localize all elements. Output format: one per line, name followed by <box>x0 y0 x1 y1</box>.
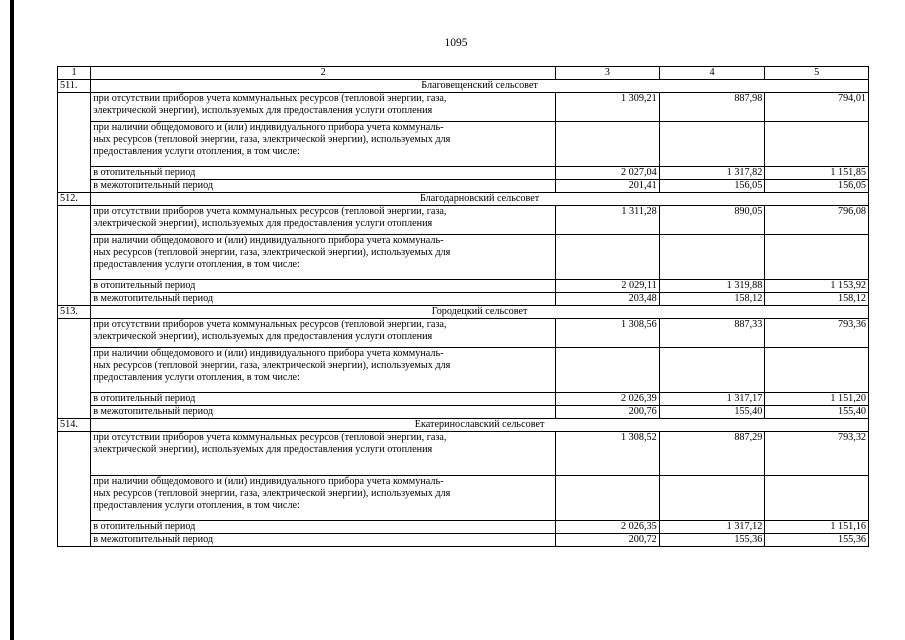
text-line: при отсутствии приборов учета коммунальных ресурсов (тепловой энергии, газа, <box>93 206 447 217</box>
header-col-5: 5 <box>765 67 869 80</box>
value-cell: 794,01 <box>765 93 869 122</box>
text-line: при наличии общедомового и (или) индивидуального прибора учета коммуналь- <box>93 122 444 133</box>
section-number: 513. <box>58 306 91 319</box>
table-row <box>58 432 869 476</box>
value-cell: 793,36 <box>765 319 869 348</box>
text-line: при наличии общедомового и (или) индивидуального прибора учета коммуналь- <box>93 235 444 246</box>
value-cell: 2 029,11 <box>556 280 660 293</box>
section-number: 512. <box>58 193 91 206</box>
table-row <box>58 235 869 280</box>
period-label: в межотопительный период <box>91 534 556 547</box>
period-label: в отопительный период <box>91 521 556 534</box>
header-col-3: 3 <box>556 67 660 80</box>
value-cell: 201,41 <box>556 180 660 193</box>
value-cell: 200,76 <box>556 406 660 419</box>
empty-value-cell <box>556 348 660 393</box>
text-line: электрической энергии), используемых для предоставления услуги отопления <box>93 105 433 116</box>
section-row <box>58 419 869 432</box>
value-cell: 1 151,20 <box>765 393 869 406</box>
value-cell: 2 026,39 <box>556 393 660 406</box>
period-label: в межотопительный период <box>91 293 556 306</box>
value-cell: 890,05 <box>659 206 765 235</box>
row-label <box>91 206 556 235</box>
text-line: при отсутствии приборов учета коммунальных ресурсов (тепловой энергии, газа, <box>93 432 447 443</box>
table-row <box>58 280 869 293</box>
text-line: электрической энергии), используемых для предоставления услуги отопления <box>93 218 433 229</box>
section-name: Благовещенский сельсовет <box>91 80 869 93</box>
empty-value-cell <box>765 348 869 393</box>
section-number: 514. <box>58 419 91 432</box>
table-row <box>58 293 869 306</box>
value-cell: 203,48 <box>556 293 660 306</box>
empty-value-cell <box>556 122 660 167</box>
header-col-1: 1 <box>58 67 91 80</box>
value-cell: 1 319,88 <box>659 280 765 293</box>
row-label <box>91 432 556 476</box>
text-line: ных ресурсов (тепловой энергии, газа, электрической энергии), используемых для <box>93 488 451 499</box>
table-row <box>58 122 869 167</box>
empty-value-cell <box>765 122 869 167</box>
empty-value-cell <box>659 476 765 521</box>
table-row <box>58 206 869 235</box>
row-label <box>91 93 556 122</box>
value-cell: 887,33 <box>659 319 765 348</box>
text-line: предоставления услуги отопления, в том числе: <box>93 259 300 270</box>
value-cell: 156,05 <box>659 180 765 193</box>
value-cell: 156,05 <box>765 180 869 193</box>
table-row <box>58 319 869 348</box>
period-label: в отопительный период <box>91 280 556 293</box>
table-row <box>58 393 869 406</box>
empty-value-cell <box>556 476 660 521</box>
value-cell: 796,08 <box>765 206 869 235</box>
value-cell: 1 309,21 <box>556 93 660 122</box>
table-row <box>58 534 869 547</box>
value-cell: 1 151,16 <box>765 521 869 534</box>
empty-value-cell <box>659 348 765 393</box>
tariff-table <box>57 66 869 547</box>
value-cell: 155,36 <box>765 534 869 547</box>
value-cell: 155,36 <box>659 534 765 547</box>
text-line: при наличии общедомового и (или) индивидуального прибора учета коммуналь- <box>93 348 444 359</box>
text-line: электрической энергии), используемых для предоставления услуги отопления <box>93 331 433 342</box>
value-cell: 1 311,28 <box>556 206 660 235</box>
value-cell: 158,12 <box>659 293 765 306</box>
text-line: предоставления услуги отопления, в том числе: <box>93 146 300 157</box>
empty-value-cell <box>659 122 765 167</box>
blank-cell <box>58 93 91 193</box>
text-line: ных ресурсов (тепловой энергии, газа, электрической энергии), используемых для <box>93 360 451 371</box>
value-cell: 200,72 <box>556 534 660 547</box>
period-label: в межотопительный период <box>91 406 556 419</box>
row-label <box>91 122 556 167</box>
table-row <box>58 406 869 419</box>
text-line: при наличии общедомового и (или) индивидуального прибора учета коммуналь- <box>93 476 444 487</box>
table-row <box>58 521 869 534</box>
row-label <box>91 476 556 521</box>
value-cell: 1 308,52 <box>556 432 660 476</box>
value-cell: 1 317,12 <box>659 521 765 534</box>
value-cell: 793,32 <box>765 432 869 476</box>
section-number: 511. <box>58 80 91 93</box>
value-cell: 2 027,04 <box>556 167 660 180</box>
table-row <box>58 348 869 393</box>
value-cell: 887,29 <box>659 432 765 476</box>
text-line: электрической энергии), используемых для предоставления услуги отопления <box>93 444 433 455</box>
section-row <box>58 80 869 93</box>
blank-cell <box>58 206 91 306</box>
text-line: ных ресурсов (тепловой энергии, газа, электрической энергии), используемых для <box>93 247 451 258</box>
blank-cell <box>58 432 91 547</box>
section-name: Благодарновский сельсовет <box>91 193 869 206</box>
header-col-4: 4 <box>659 67 765 80</box>
section-row <box>58 193 869 206</box>
scan-edge-bar <box>10 0 14 640</box>
value-cell: 158,12 <box>765 293 869 306</box>
table-row <box>58 180 869 193</box>
period-label: в отопительный период <box>91 393 556 406</box>
text-line: при отсутствии приборов учета коммунальных ресурсов (тепловой энергии, газа, <box>93 319 447 330</box>
table-header-row <box>58 67 869 80</box>
text-line: предоставления услуги отопления, в том числе: <box>93 500 300 511</box>
value-cell: 1 308,56 <box>556 319 660 348</box>
row-label <box>91 319 556 348</box>
empty-value-cell <box>765 476 869 521</box>
text-line: при отсутствии приборов учета коммунальных ресурсов (тепловой энергии, газа, <box>93 93 447 104</box>
period-label: в межотопительный период <box>91 180 556 193</box>
section-row <box>58 306 869 319</box>
value-cell: 155,40 <box>659 406 765 419</box>
row-label <box>91 348 556 393</box>
value-cell: 1 153,92 <box>765 280 869 293</box>
value-cell: 155,40 <box>765 406 869 419</box>
section-name: Екатеринославский сельсовет <box>91 419 869 432</box>
header-col-2: 2 <box>91 67 556 80</box>
value-cell: 1 317,82 <box>659 167 765 180</box>
page-number: 1095 <box>444 37 468 49</box>
blank-cell <box>58 319 91 419</box>
period-label: в отопительный период <box>91 167 556 180</box>
table-row <box>58 93 869 122</box>
empty-value-cell <box>765 235 869 280</box>
value-cell: 887,98 <box>659 93 765 122</box>
empty-value-cell <box>659 235 765 280</box>
text-line: ных ресурсов (тепловой энергии, газа, электрической энергии), используемых для <box>93 134 451 145</box>
table-row <box>58 167 869 180</box>
value-cell: 1 151,85 <box>765 167 869 180</box>
section-name: Городецкий сельсовет <box>91 306 869 319</box>
value-cell: 1 317,17 <box>659 393 765 406</box>
row-label <box>91 235 556 280</box>
value-cell: 2 026,35 <box>556 521 660 534</box>
text-line: предоставления услуги отопления, в том числе: <box>93 372 300 383</box>
table-row <box>58 476 869 521</box>
empty-value-cell <box>556 235 660 280</box>
